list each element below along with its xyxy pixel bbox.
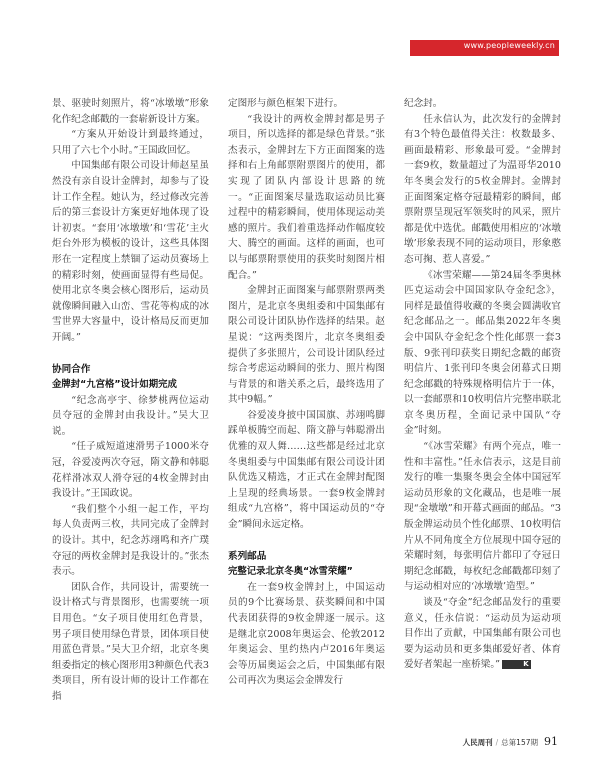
paragraph: 《冰雪荣耀——第24届冬季奥林匹克运动会中国国家队夺金纪念》，同样是最值得收藏的冬奥会圆满收官纪念邮品之一。邮品集2022年冬奥会中国队夺金纪念个性化邮票一套3版、9张刊印获奖日期纪念戳的邮资明信片、1张刊印冬奥会闭幕式日期纪念邮戳的特殊规格明信片于一体，以一套邮票和10枚明信片完整串联北京冬奥历程，全面记录中国队“夺金”时刻。 [404,269,561,437]
paragraph: 任永信认为，此次发行的金牌封有3个特色最值得关注：枚数最多、画面最精彩、形象最可爱。“金牌封一套9枚，数量超过了为温哥华2010年冬奥会发行的5枚金牌封。金牌封正面图案定格夺冠最精彩的瞬间，邮票附票呈现冠军领奖时的风采，照片都是优中选优。邮戳使用相应的‘冰墩墩’形象表现不同的运动项目，形象憨态可掬、惹人喜爱。” [404,113,561,265]
section-heading: 协同合作 [52,363,91,375]
paragraph: 定图形与颜色框架下进行。 [228,98,344,109]
website-url[interactable]: www.peopleweekly.cn [463,41,555,50]
paragraph: “我设计的两枚金牌封都是男子项目，所以选择的都是绿色背景。”张杰表示，金牌封左下方正面图案的选择和右上角邮票附票图片的使用，都实现了团队内部设计思路的统一。“正面图案尽量选取运动员比赛过程中的精彩瞬间，使用体现运动美感的照片。我们着重选择动作幅度较大、腾空的画面。这样的画面，也可以与邮票附票使用的获奖时刻图片相配合。” [228,113,385,281]
paragraph: 谈及“夺金”纪念邮品发行的重要意义，任永信说：“运动员为运动项目作出了贡献，中国集邮有限公司也要为运动员和更多集邮爱好者、体育爱好者架起一座桥梁。” K [404,595,561,673]
paragraph: “我们整个小组一起工作，平均每人负责两三枚，共同完成了金牌封的设计。其中，纪念苏翊鸣和齐广璞夺冠的两枚金牌封是我设计的。”张杰表示。 [52,503,209,578]
article-column-3 [404,96,561,673]
paragraph: “方案从开始设计到最终通过，只用了六七个小时。”王国政回忆。 [52,129,209,156]
section-heading: 系列邮品 [228,550,267,562]
paragraph: 谷爱凌身披中国国旗、苏翊鸣脚踩单板腾空而起、隋文静与韩聪滑出优雅的双人舞……这些都是经过北京冬奥组委与中国集邮有限公司设计团队优选又精选，才正式在金牌封配图上呈现的经典场景。一套9枚金牌封组成“九宫格”，将中国运动员的“夺金”瞬间永远定格。 [228,409,385,531]
section-subheading: 完整记录北京冬奥“冰雪荣耀” [228,566,353,578]
article-column-2 [228,96,385,689]
paragraph: 景、驱驶时刻照片，将“冰墩墩”形象化作纪念邮戳的一套崭新设计方案。 [52,98,209,125]
paragraph: 纪念封。 [404,98,443,109]
section-subheading: 金牌封“九宫格”设计如期完成 [52,379,177,391]
paragraph: 中国集邮有限公司设计师赵星虽然没有亲自设计金牌封，却参与了设计工作全程。她认为，经过修改完善后的第三套设计方案更好地体现了设计初衷。“套用‘冰墩墩’和‘雪花’主火炬台外形为模板的设计，这些具体图形在一定程度上禁锢了运动员赛场上的精彩时刻，使画面显得有些局促。使用北京冬奥会核心图形后，运动员就像瞬间融入山峦、雪花等构成的冰雪世界大容量中，设计格局反而更加开阔。” [52,160,209,343]
magazine-name: 人民周刊 [462,738,493,747]
page-number: 91 [544,735,558,748]
paragraph: 团队合作，共同设计，需要统一设计格式与背景图形，也需要统一项目用色。“女子项目使用红色背景，男子项目使用绿色背景，团体项目使用蓝色背景。”吴大卫介绍，北京冬奥组委指定的核心图形用3种颜色代表3类项目，所有设计师的设计工作都在指 [52,581,209,702]
page-footer: 人民周刊 / 总第157期 91 [462,735,558,748]
paragraph: 在一套9枚金牌封上，中国运动员的9个比赛场景、获奖瞬间和中国代表团获得的9枚金牌逐一展示。这是继北京2008年奥运会、伦敦2012年奥运会、里约热内卢2016年奥运会等历届奥运会之后，中国集邮有限公司再次为奥运会金牌发行 [228,581,385,687]
paragraph: “《冰雪荣耀》有两个亮点，唯一性和丰富性。”任永信表示，这是目前发行的唯一集聚冬奥会全体中国冠军运动员形象的文化藏品，也是唯一展现“金墩墩”和开幕式画面的邮品。“3版金牌运动员个性化邮票、10枚明信片从不同角度全方位展现中国夺冠的荣耀时刻，每张明信片都印了夺冠日期纪念邮戳，每枚纪念邮戳都印刻了与运动相对应的‘冰墩墩’造型。” [404,441,561,593]
paragraph: 金牌封正面图案与邮票附票两类图片，是北京冬奥组委和中国集邮有限公司设计团队协作选择的结果。赵星说：“这两类图片，北京冬奥组委提供了多张照片，公司设计团队经过综合考虑运动瞬间的张力、照片构图与背景的和谐关系之后，最终选用了其中9幅。” [228,285,385,406]
paragraph: “纪念高亭宇、徐梦桃两位运动员夺冠的金牌封由我设计。”吴大卫说。 [52,394,209,437]
issue-number: 总第157期 [501,738,538,747]
paragraph: “任子威短道速滑男子1000米夺冠，谷爱凌两次夺冠，隋文静和韩聪花样滑冰双人滑夺冠的4枚金牌封由我设计。”王国政说。 [52,441,209,500]
header-bar [410,40,559,56]
article-column-1 [52,96,209,705]
